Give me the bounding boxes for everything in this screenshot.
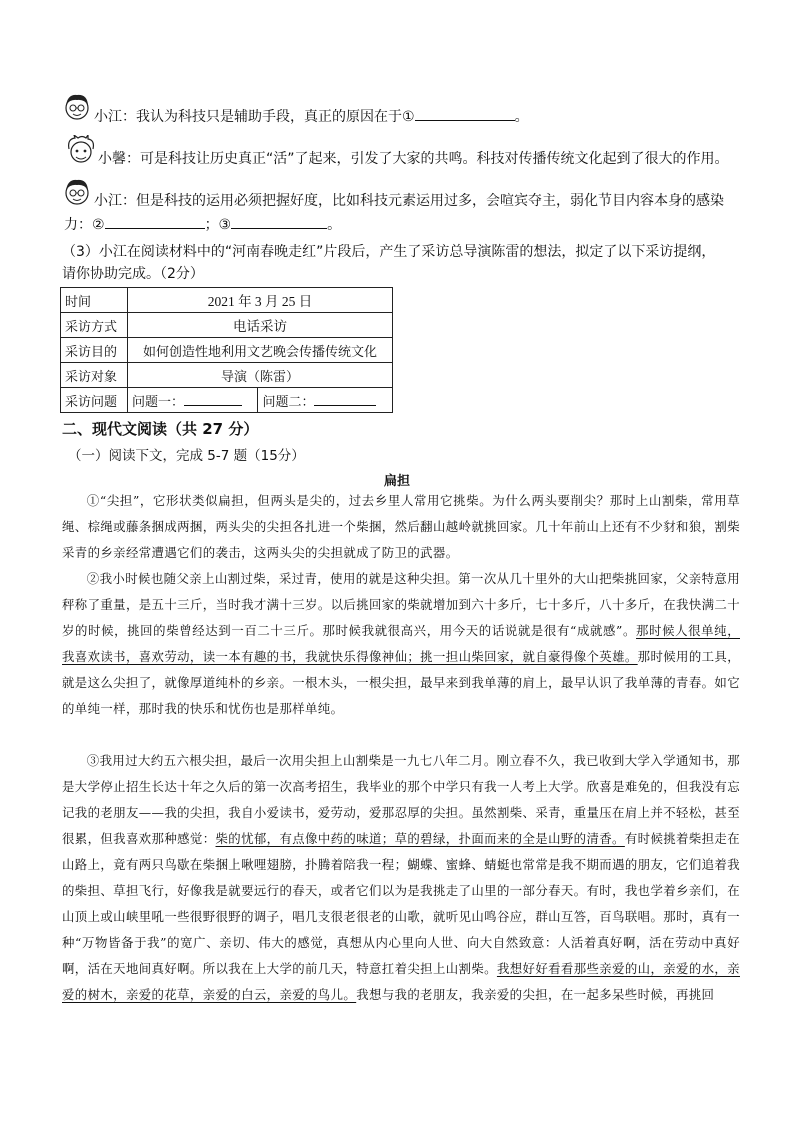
passage-title: 扁担	[383, 474, 410, 489]
dialogue-line-3-cont: 力：② ；③ 。	[64, 214, 341, 236]
row-value: 电话采访	[128, 313, 393, 338]
answer-blank-2[interactable]	[105, 214, 205, 229]
table-row	[61, 338, 393, 363]
underlined-sentence: 柴的忧郁，有点像中药的味道；草的碧绿，扑面而来的全是山野的清香。	[215, 831, 625, 846]
girl-avatar-icon	[66, 135, 96, 165]
row-label: 采访问题	[61, 388, 128, 413]
dialogue-line-2	[98, 148, 729, 170]
boy-avatar-icon	[62, 177, 92, 207]
question-cell-2: 问题二：	[258, 388, 393, 413]
table-row	[61, 388, 393, 413]
row-label: 采访方式	[61, 313, 128, 338]
row-value: 导演（陈雷）	[128, 363, 393, 388]
table-row	[61, 313, 393, 338]
dialogue-line-3	[94, 190, 724, 212]
speaker-name: 小江	[94, 193, 122, 209]
row-label: 采访目的	[61, 338, 128, 363]
question-cell-1: 问题一：	[128, 388, 258, 413]
question-blank-2[interactable]	[314, 393, 376, 406]
table-row	[61, 288, 393, 313]
answer-blank-1[interactable]	[415, 106, 515, 121]
row-value: 2021 年 3 月 25 日	[128, 288, 393, 313]
interview-outline-table	[60, 287, 393, 413]
question-blank-1[interactable]	[184, 393, 242, 406]
paragraph-3: ③我用过大约五六根尖担，最后一次用尖担上山割柴是一九七八年二月。刚立春不久，我已收到大学入学通知书，那是大学停止招生长达十年之久后的第一次高考招生，我毕业的那个中学只有我一人考上大学。欣喜是难免的，但我没有忘记我的老朋友——我的尖担，我自小爱读书，爱劳动，爱那忍厚的尖担。虽然割柴、采青，重量压在肩上并不轻松，甚至很累，但我喜欢那种感觉：柴的忧郁，有点像中药的味道；草的碧绿，扑面而来的全是山野的清香。有时候挑着柴担走在山路上，竟有两只鸟歇在柴捆上啾哩翅膀，扑腾着陪我一程；蝴蝶、蜜蜂、蜻蜓也常常是我不期而遇的朋友，它们追着我的柴担、草担飞行，好像我是就要远行的春天，或者它们以为是我挑走了山里的一部分春天。有时，我也学着乡亲们，在山顶上或山峡里吼一些很野很野的调子，唱几支很老很老的山歌，就听见山鸣谷应，群山互答，百鸟联唱。那时，真有一种“万物皆备于我”的宽广、亲切、伟大的感觉，真想从内心里向人世、向大自然致意：人活着真好啊，活在劳动中真好啊，活在天地间真好啊。所以我在上大学的前几天，特意扛着尖担上山割柴。我想好好看看那些亲爱的山，亲爱的水，亲爱的树木，亲爱的花草，亲爱的白云，亲爱的鸟儿。我想与我的老朋友，我亲爱的尖担，在一起多呆些时候，再挑回	[62, 753, 740, 1002]
table-row	[61, 363, 393, 388]
paragraph-2: ②我小时候也随父亲上山割过柴，采过青，使用的就是这种尖担。第一次从几十里外的大山把柴挑回家，父亲特意用秤称了重量，是五十三斤，当时我才满十三岁。以后挑回家的柴就增加到六十多斤，七十多斤，八十多斤，在我快满二十岁的时候，挑回的柴曾经达到一百二十三斤。那时候我就很高兴，用今天的话说就是很有“成就感”。那时候人很单纯，我喜欢读书，喜欢劳动，读一本有趣的书，我就快乐得像神仙；挑一担山柴回家，就自豪得像个英雄。那时候用的工具，就是这么尖担了，就像厚道纯朴的乡亲。一根木头，一根尖担，最早来到我单薄的肩上，最早认识了我单薄的青春。如它的单纯一样，那时我的快乐和忧伤也是那样单纯。	[62, 571, 741, 716]
paragraph-1: ①“尖担”，它形状类似扁担，但两头是尖的，过去乡里人常用它挑柴。为什么两头要削尖？那时上山割柴，常用草绳、棕绳或藤条捆成两捆，两头尖的尖担各扎进一个柴捆，然后翻山越岭就挑回家。几十年前山上还有不少豺和狼，割柴采青的乡亲经常遭遇它们的袭击，这两头尖的尖担就成了防卫的武器。	[62, 493, 740, 560]
row-value: 如何创造性地利用文艺晚会传播传统文化	[128, 338, 393, 363]
speaker-name: 小江	[94, 109, 122, 125]
dialogue-text: ：我认为科技只是辅助手段，真正的原因在于①	[122, 109, 415, 125]
dialogue-line-1: 小江：我认为科技只是辅助手段，真正的原因在于① 。	[94, 106, 529, 128]
row-label: 时间	[61, 288, 128, 313]
question-3	[62, 241, 742, 285]
speaker-name: 小馨	[98, 151, 126, 167]
underlined-sentence: 那时候人很单纯，我喜欢读书，喜欢劳动，读一本有趣的书，我就快乐得像神仙；挑一担山柴回家，就自豪得像个英雄。	[62, 623, 740, 664]
section-subheading: （一）阅读下文，完成 5-7 题（15分）	[68, 448, 305, 464]
underlined-sentence: 我想好好看看那些亲爱的山，亲爱的水，亲爱的树木，亲爱的花草，亲爱的白云，亲爱的鸟儿。	[62, 961, 740, 1002]
section-heading: 二、现代文阅读（共 27 分）	[62, 420, 259, 438]
question-3-line-1: （3）小江在阅读材料中的“河南春晚走红”片段后，产生了采访总导演陈雷的想法，拟定了以下采访提纲，	[62, 244, 716, 260]
dialogue-text: ：但是科技的运用必须把握好度，比如科技元素运用过多，会喧宾夺主，弱化节目内容本身的感染	[122, 193, 724, 209]
answer-blank-3[interactable]	[231, 214, 327, 229]
row-label: 采访对象	[61, 363, 128, 388]
question-3-line-2: 请你协助完成。（2分）	[62, 266, 204, 282]
dialogue-text: ：可是科技让历史真正“活”了起来，引发了大家的共鸣。科技对传播传统文化起到了很大的作用。	[126, 151, 729, 167]
boy-avatar-icon	[62, 92, 92, 122]
